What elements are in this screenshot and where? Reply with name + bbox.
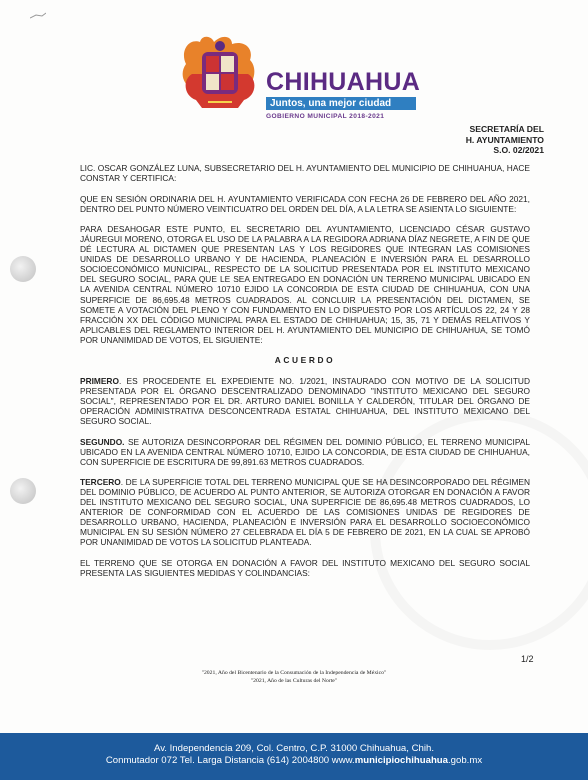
segundo-text: SE AUTORIZA DESINCORPORAR DEL RÉGIMEN DEL DOMINIO PÚBLICO, EL TERRENO MUNICIPAL UBICADO EN LA AVENIDA CENTRAL NÚMERO 10710, EJIDO LA CONCORDIA, DE ESTA CIUDAD DE CHIHUAHUA, CON SUPERFICIE DE ESCRITURA DE 99,891.63 METROS CUADRADOS. bbox=[80, 436, 530, 467]
footer-website: municipiochihuahua bbox=[354, 755, 448, 766]
primero-paragraph bbox=[80, 376, 530, 426]
tercero-text: . DE LA SUPERFICIE TOTAL DEL TERRENO MUNICIPAL QUE SE HA DESINCORPORADO DEL RÉGIMEN DEL DOMINIO PÚBLICO, DE ACUERDO AL PUNTO ANTERIOR, SE AUTORIZA OTORGAR EN DONACIÓN A FAVOR DEL INSTITUTO MEXICANO DEL SEGURO SOCIAL, UNA SUPERFICIE DE 86,695.48 METROS CUADRADOS, LO ANTERIOR DE CONFORMIDAD CON EL ACUERDO DE LAS COMISIONES UNIDAS DE REGIDORES DE DESARROLLO URBANO, HACIENDA, PLANEACIÓN E INVERSIÓN PARA EL DESARROLLO SOCIOECONÓMICO MUNICIPAL EN SU SESIÓN NÚMERO 27 CELEBRADA EL DÍA 5 DE FEBRERO DE 2021, EN LA CUAL SE APROBÓ POR UNANIMIDAD DE VOTOS LA SOLICITUD PLANTEADA. bbox=[80, 477, 530, 548]
motto-line: "2021, Año del Bicentenario de la Consumación de la Independencia de México" bbox=[201, 670, 387, 676]
agreement-heading: ACUERDO bbox=[274, 355, 336, 366]
segundo-paragraph bbox=[80, 437, 530, 467]
session-paragraph: QUE EN SESIÓN ORDINARIA DEL H. AYUNTAMIENTO VERIFICADA CON FECHA 26 DE FEBRERO DEL AÑO 2021, DENTRO DEL PUNTO NÚMERO VEINTICUATRO DEL ORDEN DEL DÍA, A LA LETRA SE ASIENTA LO SIGUIENTE: bbox=[80, 193, 530, 214]
punch-hole bbox=[10, 478, 36, 504]
terreno-paragraph: EL TERRENO QUE SE OTORGA EN DONACIÓN A FAVOR DEL INSTITUTO MEXICANO DEL SEGURO SOCIAL PRESENTA LAS SIGUIENTES MEDIDAS Y COLINDANCIAS: bbox=[80, 558, 530, 579]
footer-domain: .gob.mx bbox=[448, 755, 483, 766]
scan-mark bbox=[30, 12, 46, 20]
tercero-lead: TERCERO bbox=[80, 477, 121, 488]
segundo-lead: SEGUNDO. bbox=[80, 436, 125, 447]
session-code: S.O. 02/2021 bbox=[493, 145, 544, 155]
intro-paragraph: LIC. OSCAR GONZÁLEZ LUNA, SUBSECRETARIO DEL H. AYUNTAMIENTO DEL MUNICIPIO DE CHIHUAHUA, HACE CONSTAR Y CERTIFICA: bbox=[80, 163, 530, 184]
primero-lead: PRIMERO bbox=[80, 375, 119, 386]
motto-line: "2021, Año de las Culturas del Norte" bbox=[250, 678, 338, 684]
footer-bar bbox=[0, 733, 588, 780]
municipal-logo bbox=[176, 20, 426, 120]
department-line: SECRETARÍA DEL bbox=[469, 124, 544, 134]
page-number: 1/2 bbox=[521, 654, 534, 664]
department-line: H. AYUNTAMIENTO bbox=[465, 134, 544, 145]
punch-hole bbox=[10, 256, 36, 282]
brand-tagline: Juntos, una mejor ciudad bbox=[266, 97, 416, 110]
certificate-body bbox=[80, 163, 530, 589]
procedure-paragraph: PARA DESAHOGAR ESTE PUNTO, EL SECRETARIO DEL AYUNTAMIENTO, LICENCIADO CÉSAR GUSTAVO JÁUREGUI MORENO, OTORGA EL USO DE LA PALABRA A LA REGIDORA ADRIANA DÍAZ NEGRETE, A FIN DE QUE DÉ LECTURA AL DICTAMEN QUE PRESENTAN LAS Y LOS REGIDORES QUE INTEGRAN LAS COMISIONES UNIDAS DE DESARROLLO URBANO Y DE HACIENDA, PLANEACIÓN E INVERSIÓN PARA EL DESARROLLO SOCIOECONÓMICO MUNICIPAL, RESPECTO DE LA SOLICITUD PRESENTADA POR EL INSTITUTO MEXICANO DEL SEGURO SOCIAL, PARA QUE LE SEA ENTREGADO EN DONACIÓN UN TERRENO MUNICIPAL UBICADO EN LA AVENIDA CENTRAL NÚMERO 10710 EJIDO LA CONCORDIA DE ESTA CIUDAD DE CHIHUAHUA, CON UNA SUPERFICIE DE 86,695.48 METROS CUADRADOS. AL CONCLUIR LA PRESENTACIÓN DEL DICTAMEN, SE SOMETE A VOTACIÓN DEL PLENO Y CON FUNDAMENTO EN LO DISPUESTO POR LOS ARTÍCULOS 22, 24 Y 28 FRACCIÓN XX DEL CÓDIGO MUNICIPAL PARA EL ESTADO DE CHIHUAHUA; 15, 35, 71 Y DEMÁS RELATIVOS Y APLICABLES DEL REGLAMENTO INTERIOR DEL H. AYUNTAMIENTO DEL MUNICIPIO DE CHIHUAHUA, SE TOMÓ POR UNANIMIDAD DE VOTOS, EL SIGUIENTE: bbox=[80, 224, 530, 345]
department-header bbox=[466, 124, 544, 156]
footer-phone: Conmutador 072 Tel. Larga Distancia (614) 2004800 www. bbox=[105, 755, 355, 766]
municipal-coat-of-arms-icon bbox=[178, 34, 262, 112]
government-period: GOBIERNO MUNICIPAL 2018-2021 bbox=[266, 113, 385, 120]
footer-address: Av. Independencia 209, Col. Centro, C.P. 31000 Chihuahua, Chih. bbox=[153, 743, 434, 754]
tercero-paragraph bbox=[80, 477, 530, 547]
year-mottos bbox=[0, 669, 588, 685]
primero-text: . ES PROCEDENTE EL EXPEDIENTE NO. 1/2021, INSTAURADO CON MOTIVO DE LA SOLICITUD PRESENTADA POR EL ÓRGANO DESCENTRALIZADO DENOMINADO "INSTITUTO MEXICANO DEL SEGURO SOCIAL", REPRESENTADO POR EL DR. ARTURO DANIEL BONILLA Y CALDERÓN, TITULAR DEL ÓRGANO DE OPERACIÓN ADMINISTRATIVA DESCONCENTRADA ESTATAL CHIHUAHUA, DEL INSTITUTO MEXICANO DEL SEGURO SOCIAL. bbox=[80, 375, 530, 426]
brand-name: CHIHUAHUA bbox=[266, 68, 421, 96]
footer-contact bbox=[0, 755, 588, 767]
